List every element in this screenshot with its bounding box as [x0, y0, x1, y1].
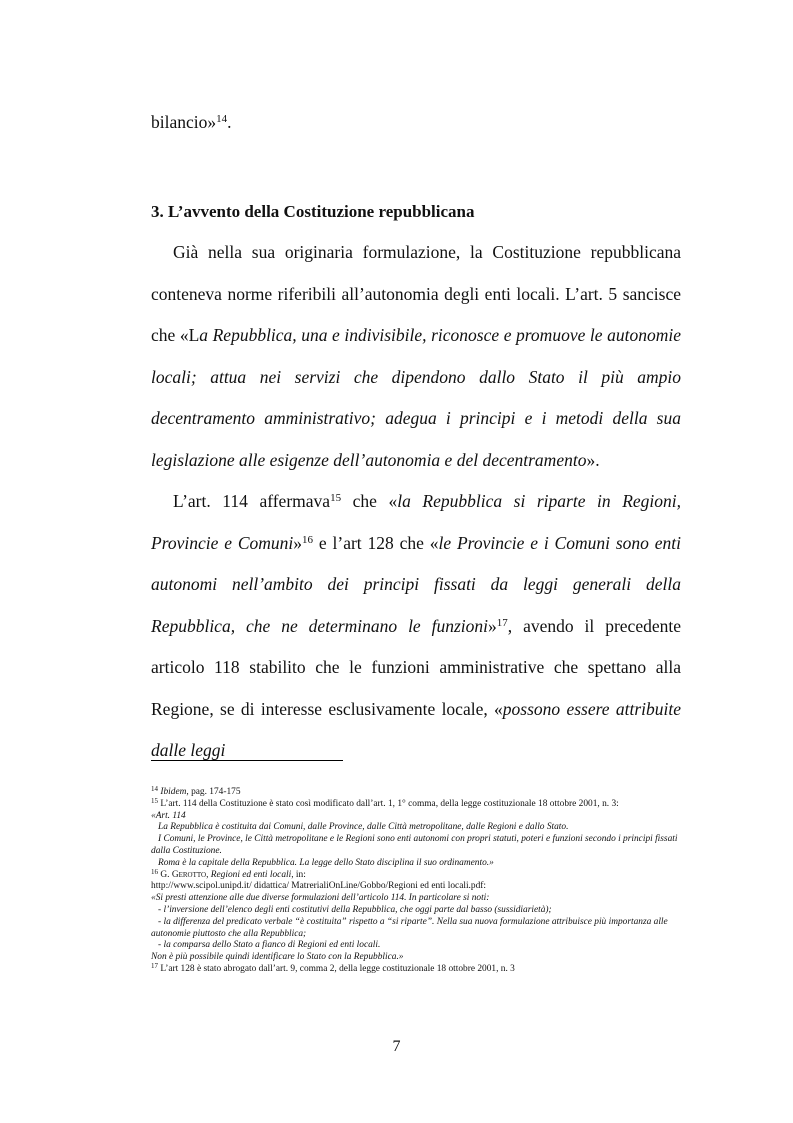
quote-art-118: possono essere attribuite dalle leggi	[151, 698, 681, 760]
footnote-16-line: - l’inversione dell’elenco degli enti costitutivi della Repubblica, che oggi parte dal basso (sussidiarietà);	[158, 904, 552, 915]
footnote-16-line: «Si presti attenzione alle due diverse formulazioni dell’articolo 114. In particolare si noti:	[151, 893, 490, 904]
footnote-16-url[interactable]: http://www.scipol.unipd.it/ didattica/ MatrerialiOnLine/Gobbo/Regioni ed enti locali.pdf:	[151, 881, 487, 892]
footnote-15: $^{15}$ L’art. 114 della Costituzione è stato così modificato dall’art. 1, 1° comma, della legge costituzionale 18 ottobre 2001, n. 3:	[151, 796, 619, 809]
continuation-text: bilancio»	[151, 112, 217, 132]
footnote-15-line: La Repubblica è costituita dai Comuni, dalle Province, dalle Città metropolitane, dalle Regioni e dallo Stato.	[158, 822, 569, 833]
footnote-ref-15[interactable]: 15	[330, 492, 342, 504]
section-heading: 3. L’avvento della Costituzione repubblicana	[151, 202, 475, 221]
footnote-16-line: - la comparsa dello Stato a fianco di Regioni ed enti locali.	[158, 940, 381, 951]
footnote-16: $^{16}$ G. Gerotto, Regioni ed enti locali, in:	[151, 867, 306, 880]
paragraph-1: Già nella sua originaria formulazione, la Costituzione repubblicana conteneva norme riferibili all’autonomia degli enti locali. L’art. 5 sancisce che «La Repubblica, una e indivisibile, riconosce e promuove le autonomie locali; attua nei servizi che dipendono dallo Stato il più ampio decentramento amministrativo; adegua i principi e i metodi della sua legislazione alle esigenze dell’autonomia e del decentramento».	[151, 242, 681, 470]
quote-art-114: la Repubblica si riparte in Regioni, Provincie e Comuni	[151, 491, 682, 553]
footnote-15-line: I Comuni, le Province, le Città metropolitane e le Regioni sono enti autonomi con propri statuti, poteri e funzioni secondo i principi fissati dalla Costituzione.	[151, 834, 678, 856]
footnote-16-line: - la differenza del predicato verbale “è costituita” rispetto a “si riparte”. Nella sua nuova formulazione attribuisce più importanza alle autonomie piuttosto che alla Repubblica;	[151, 916, 668, 939]
footnote-ref-17[interactable]: 17	[496, 616, 508, 629]
footnote-16-line: Non è più possibile quindi identificare lo Stato con la Repubblica.»	[151, 952, 404, 963]
footnote-17: $^{17}$ L’art 128 è stato abrogato dall’art. 9, comma 2, della legge costituzionale 18 ottobre 2001, n. 3	[151, 961, 515, 974]
quote-art-5: a Repubblica, una e indivisibile, riconosce e promuove le autonomie locali; attua nei servizi che dipendono dallo Stato il più ampio decentramento amministrativo; adegua i principi e i metodi della sua legislazione alle esigenze dell’autonomia e del decentramento	[151, 325, 681, 470]
top-continuation: bilancio»$^{14}$.	[151, 112, 232, 132]
footnote-14: $^{14}$ Ibidem, pag. 174-175	[151, 785, 241, 797]
footnote-ref-14[interactable]: 14	[216, 113, 228, 125]
page-number: 7	[392, 1038, 401, 1055]
paragraph-2: L’art. 114 affermava$^{15}$ che «la Repubblica si riparte in Regioni, Provincie e Comuni»$^{16}$ e l’art 128 che «le Provincie e i Comuni sono enti autonomi nell’ambito dei principi fissati da leggi generali della Repubblica, che ne determinano le funzioni»$^{17}$, avendo il precedente articolo 118 stabilito che le funzioni amministrative che spettano alla Regione, se di interesse esclusivamente locale, «possono essere attribuite dalle leggi	[151, 491, 682, 760]
main-body	[151, 232, 681, 772]
footnotes	[151, 787, 683, 976]
footnote-15-line: «Art. 114	[151, 810, 186, 821]
footnote-15-line: Roma è la capitale della Repubblica. La legge dello Stato disciplina il suo ordinamento.»	[158, 857, 494, 868]
quote-art-128: le Provincie e i Comuni sono enti autonomi nell’ambito dei principi fissati da leggi generali della Repubblica, che ne determinano le funzioni	[151, 532, 681, 636]
footnote-ref-16[interactable]: 16	[302, 533, 314, 546]
footnote-separator	[151, 760, 343, 761]
